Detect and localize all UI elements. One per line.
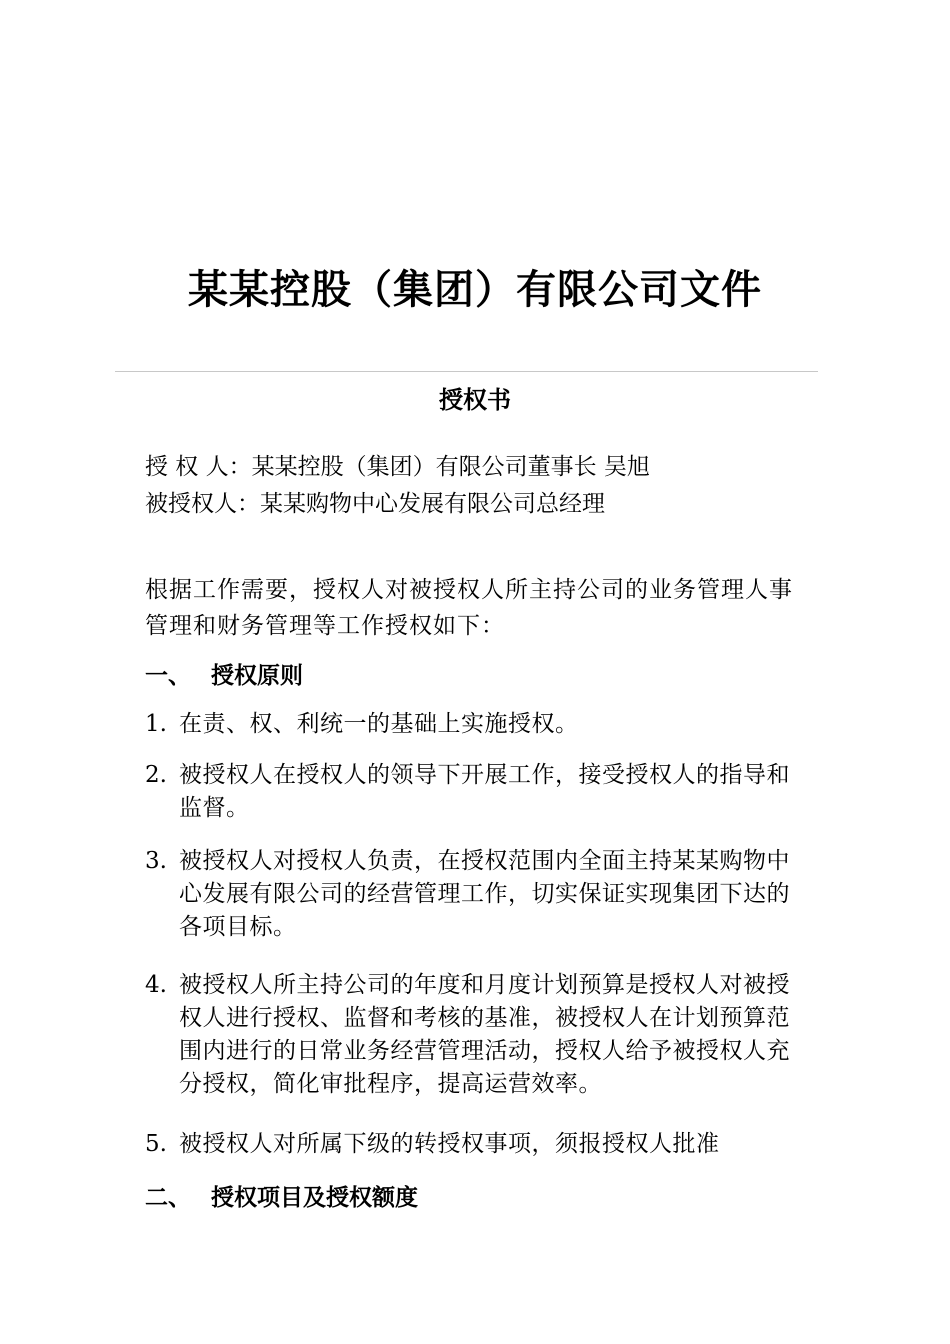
list-item-number: 3.	[145, 848, 167, 874]
grantor-line: 授 权 人：某某控股（集团）有限公司董事长 吴旭	[145, 454, 650, 480]
intro-paragraph: 根据工作需要，授权人对被授权人所主持公司的业务管理人事管理和财务管理等工作授权如下：	[145, 577, 793, 639]
list-item-text: 被授权人对授权人负责，在授权范围内全面主持某某购物中心发展有限公司的经营管理工作，切实保证实现集团下达的各项目标。	[179, 848, 790, 940]
list-item-number: 5.	[145, 1131, 167, 1157]
list-item	[145, 708, 810, 741]
section-title: 授权项目及授权额度	[211, 1185, 418, 1211]
section-heading-1	[145, 658, 303, 694]
section-number: 一、	[145, 663, 191, 689]
title-divider	[115, 371, 818, 372]
list-item	[145, 845, 810, 944]
list-item-number: 4.	[145, 972, 167, 998]
list-item	[145, 759, 810, 825]
list-item	[145, 1128, 810, 1161]
list-item-text: 被授权人在授权人的领导下开展工作，接受授权人的指导和监督。	[179, 762, 790, 821]
list-item-number: 1.	[145, 711, 167, 737]
section-heading-2	[145, 1180, 418, 1216]
grantee-line: 被授权人：某某购物中心发展有限公司总经理	[145, 491, 605, 517]
section-title: 授权原则	[211, 663, 303, 689]
document-subtitle: 授权书	[439, 386, 511, 414]
list-item	[145, 969, 810, 1101]
list-item-text: 被授权人对所属下级的转授权事项，须报授权人批准	[179, 1131, 720, 1157]
list-item-text: 被授权人所主持公司的年度和月度计划预算是授权人对被授权人进行授权、监督和考核的基准，被授权人在计划预算范围内进行的日常业务经营管理活动，授权人给予被授权人充分授权，简化审批程序，提高运营效率。	[179, 972, 790, 1097]
list-item-number: 2.	[145, 762, 167, 788]
section-number: 二、	[145, 1185, 191, 1211]
document-title: 某某控股（集团）有限公司文件	[188, 267, 762, 313]
list-item-text: 在责、权、利统一的基础上实施授权。	[179, 711, 579, 737]
